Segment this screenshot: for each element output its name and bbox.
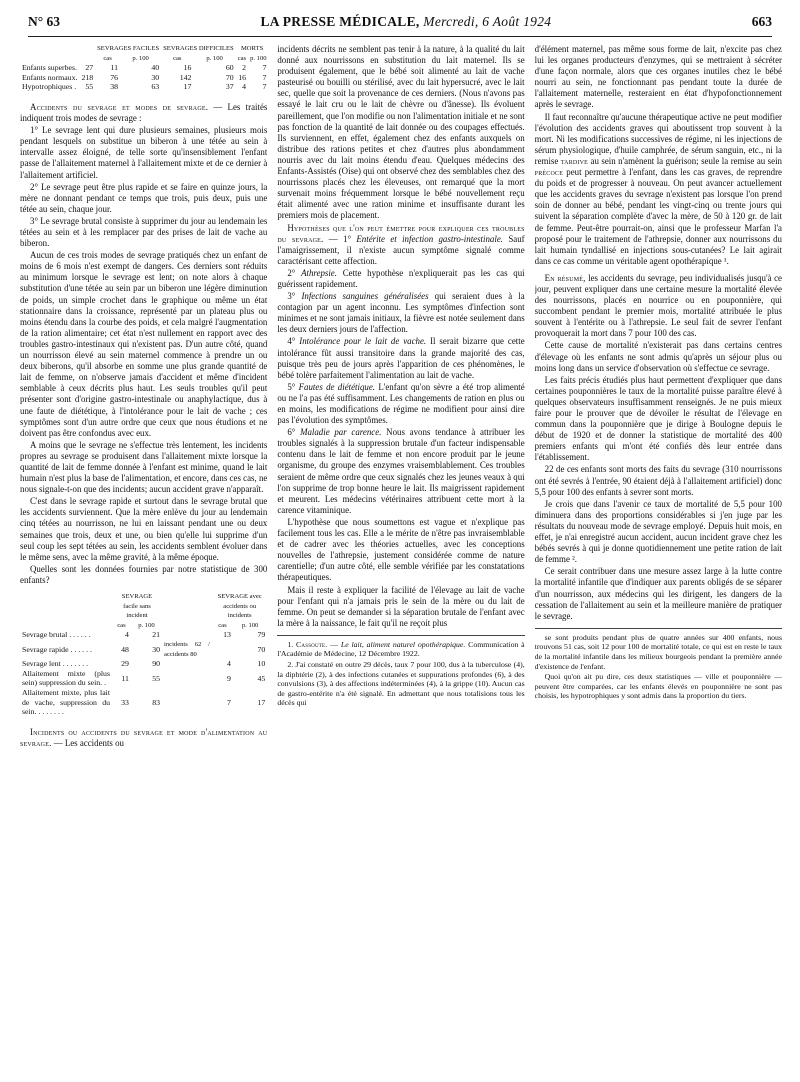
paragraph: incidents décrits ne semblent pas tenir à la nature, à la qualité du lait donné aux nourrissons en substitution du lait maternel. Ils se produisent également, que le bébé soit alimenté au lait de vache pasteurisé ou bouilli ou stérilisé, avec du lait hypersucré, avec le lait sec, quelle que soit la provenance de ces derniers. (Nous n'avons pas essayé le lait cru ou le lait de chèvre ou d'ânesse). Ils évoluent pareillement, que l'on modifie ou non l'alimentation initiale et ne sont pas fonction de la quantité de lait donnée ou des coupages effectués. Ils surviennent, en effet, également chez des enfants auxquels on distribue des rations petites et chez d'autres plus abondamment nourris avec du lait moins étendu d'eau. Quelques médecins des Enfants-Assistés (Oise) qui ont observé chez des semblables chez des nourrissons placés chez les éleveuses, ont remarqué que la mort survenait moins fréquemment lorsque le bébé nouvellement reçu était alimenté avec une ration minime et insuffisante durant les premiers mois de placement. [277, 44, 525, 221]
section-heading: Accidents du sevrage et modes de sevrage. [30, 101, 209, 112]
paragraph: En résumé, les accidents du sevrage, peu individualisés jusqu'à ce jour, peuvent expliquer dans une certaine mesure la mortalité élevée des nourrissons, placés en nourrice ou en pouponnière, qui succombent pendant le premier mois, mortalité attribuée le plus souvent à l'entérite ou à l'athrepsie. Le seul fait de sevrer l'enfant provoquerait la mort dans 7 pour 100 des cas. [534, 272, 782, 339]
paragraph: 5° Fautes de diététique. L'enfant qu'on sèvre a été trop alimenté ou ne l'a pas été suffisamment. Les changements de ration en plus ou en moins, les modifications de régime ne modifient pour ainsi dire pas l'évolution des symptômes. [277, 381, 525, 426]
paragraph: 3° Infections sanguines généralisées qui seraient dues à la contagion par un agent inconnu. Les symptômes d'infection sont minimes et ne sont jamais initiaux, la fièvre est notée seulement dans les deux derniers jours de l'affection. [277, 291, 525, 335]
paragraph: 4° Intolérance pour le lait de vache. Il serait bizarre que cette intolérance fût aussi transitoire dans la grande majorité des cas, puisque très peu de jours après l'apparition de ces phénomènes, le bébé tolère parfaitement l'alimentation au lait de vache. [277, 336, 525, 380]
paragraph: Hypothèses que l'on peut émettre pour expliquer ces troubles du sevrage. — 1° Entérite et infection gastro-intestinale. Sauf l'amaigrissement, il n'existe aucun symptôme signalé comme caractérisant cette affection. [277, 222, 525, 266]
paragraph: Il faut reconnaître qu'aucune thérapeutique active ne peut modifier l'évolution des accidents graves qui aboutissent trop souvent à la mort. Ni les modifications successives de régime, ni les injections de sérum physiologique, d'huile camphrée, de sérum sanguin, etc., ni la remise tardive au sein n'amènent la guérison; seule la remise au sein précoce peut permettre à l'enfant, dans les cas graves, de reprendre du poids et de progresser à nouveau. On peut avancer actuellement que les accidents graves du sevrage n'existent pas lorsque l'on prend soin de donner au bébé, pendant les vingt-cinq ou trente jours qui suivent la séparation complète d'avec la mère, de 50 à 120 gr. de lait de femme. Peut-être pourrait-on, ainsi que le professeur Marfan l'a proposé pour le traitement de l'athrepsie, donner aux nourrissons du lait humain tyndallisé en injections sous-cutanées? Le lait agirait dans ce cas comme un véritable agent opothérapique ¹. [534, 111, 782, 266]
paragraph: A moins que le sevrage ne s'effectue très lentement, les incidents propres au sevrage se produisent dans l'allaitement mixte lorsque la quantité de lait de femme donnée à l'enfant est minime, quand le lait humain n'est plus la base de l'alimentation, et encore, dans ces cas, ne nous signale-t-on que des incidents; aucun accident grave n'apparaît. [20, 439, 268, 495]
footnote-divider [535, 628, 782, 629]
table-group-header: MORTS [240, 45, 264, 52]
paragraph: Quelles sont les données fournies par notre statistique de 300 enfants? [20, 563, 268, 585]
footnote: 2. J'ai constaté en outre 29 décès, taux 7 pour 100, dus à la tuberculose (4), la diphtérie (2), à des infections cutanées et suppurations profondes (6), à des convulsions (3), à des affections indéterminées (4), à la grippe (10). Aucun cas de gastro-entérite n'a été signalé. En admettant que nous totalisions tous les décès qui [277, 660, 525, 708]
paragraph: Incidents ou accidents du sevrage et mode d'alimentation au sevrage. — Les accidents ou [20, 726, 268, 748]
table-row: Sevrage rapide . . . . . . 48 30 incidents 62 / accidents 80 70 [22, 640, 266, 658]
paragraph: 2° Athrepsie. Cette hypothèse n'expliquerait pas les cas qui guérissent rapidement. [277, 267, 525, 289]
paragraph: Cette cause de mortalité n'existerait pas dans certains centres d'élevage où les enfants ne sont admis qu'après un séjour plus ou moins long dans un service d'observation où s'effectue ce sevrage. [534, 340, 782, 373]
article-columns [20, 44, 782, 1052]
footnote: se sont produits pendant plus de quatre années sur 400 enfants, nous trouvons 51 cas, soit 12 pour 100 de mortalité totale, ce qui est en reste le taux de la mortalité infantile dans les milieux bourgeois pendant la première année d'existence de l'enfant. [534, 632, 782, 671]
paragraph: 2° Le sevrage peut être plus rapide et se faire en quinze jours, la mère ne donnant pendant ce temps que trois, puis deux, puis une tétée au sein, chaque jour. [20, 181, 268, 214]
paragraph: Je crois que dans l'avenir ce taux de mortalité de 5,5 pour 100 diminuera dans des proportions considérables si j'en juge par les résultats du nouveau mode de sevrage employé. Depuis huit mois, en effet, je n'ai enregistré aucun accident, aucun incident grave chez les bébés sevrés à qui je donne quotidiennement une petite ration de lait de femme ². [534, 498, 782, 565]
journal-title: LA PRESSE MÉDICALE, Mercredi, 6 Août 1924 [260, 14, 552, 29]
page-number: 663 [751, 14, 772, 29]
table-row: Enfants normaux. 218 76 30 142 70 16 7 [22, 72, 267, 82]
paragraph: 6° Maladie par carence. Nous avons tendance à attribuer les troubles signalés à la suppression brutale d'un facteur indispensable contenu dans le lait de femme et non encore produit par le jeune organisme, du groupe des enzymes vraisemblablement. Ces troubles seraient de même ordre que ceux signalés chez les jeunes veaux à qui l'on supprime de trop bonne heure le lait. Ils maigrissent rapidement et meurent. Les médecins vétérinaires attribuent cette mort à la carence vitaminique. [277, 427, 525, 515]
paragraph: Mais il reste à expliquer la facilité de l'élevage au lait de vache pour l'enfant qui n'a jamais pris le sein de la mère ou du lait de femme. On peut se demander si la séparation brutale de l'enfant avec la mère à la naissance, le fait qu'il ne reçoit plus [277, 584, 525, 628]
paragraph: L'hypothèse que nous soumettons est vague et n'explique pas facilement tous les cas. Elle a le mérite de n'être pas invraisemblable et de cadrer avec les théories actuelles, avec les conceptions nouvelles de l'athrepsie, justement considérée comme de nature carentielle; d'un autre côté, elle semble vérifiée par les constatations thérapeutiques. [277, 516, 525, 583]
table-row: Enfants superbes. 27 11 40 16 60 2 7 [22, 63, 267, 73]
paragraph: Accidents du sevrage et modes de sevrage. — Les traités indiquent trois modes de sevrage : [20, 101, 268, 124]
table-group-header: SEVRAGES FACILES [97, 45, 160, 52]
paragraph: 1° Le sevrage lent qui dure plusieurs semaines, plusieurs mois pendant lesquels on substitue un biberon à une tétée au sein à intervalle assez éloigné, de telle sorte qu'insensiblement l'enfant passe de l'allaitement maternel à l'allaitement mixte et de ce dernier à l'allaitement artificiel. [20, 125, 268, 180]
paragraph: 3° Le sevrage brutal consiste à supprimer du jour au lendemain les tétées au sein et à les remplacer par des prises de lait de vache au biberon. [20, 215, 268, 249]
weaning-table: SEVRAGE facile sans incident SEVRAGE avec accidents ou incidents cas p. 100 cas p. 100 Sevrage brutal . . . . . . 4 21 13 79 Sevrage rapide . . . . . . 48 30 incidents 62 / accidents 80 70 Sevrage lent . . . . . . . 29 90 4 10 Allaitement mixte (plus sein) suppression du sein. . 11 55 9 45 Allaitement mixte, plus lait de vache, suppression du sein. . . . . . . . 33 83 7 17 [22, 593, 266, 717]
footnote-divider [277, 635, 524, 636]
table-row: Allaitement mixte (plus sein) suppression du sein. . 11 55 9 45 [22, 668, 266, 688]
table-row: Hypotrophiques . 55 38 63 17 37 4 7 [22, 82, 267, 92]
paragraph: d'élément maternel, pas même sous forme de lait, n'excite pas chez lui les organes producteurs d'enzymes, qui se mettraient à sécréter d'une façon normale, alors que ces organes inutiles chez le bébé nourri au sein, ne fonctionnant pas pendant toute la durée de l'allaitement maternelle, resteraient en état d'hypofonctionnement après le sevrage. [534, 44, 782, 110]
table-group-header: SEVRAGES DIFFICILES [163, 45, 234, 52]
paragraph: Aucun de ces trois modes de sevrage pratiqués chez un enfant de moins de 6 mois n'est exempt de dangers. Ces derniers sont réduits au minimum lorsque le sevrage est lent; on note alors à chaque substitution d'une tétée au sein par un biberon une légère diminution de poids, un simple crochet dans le graphique ou même un état stationnaire dans la croissance, représenté par un plateau plus ou moins étendu dans la courbe des poids, et cela malgré l'augmentation de la ration alimentaire; cet état n'est nullement en rapport avec des troubles gastro-intestinaux qui n'existent pas. D'un autre côté, quand un nourrisson élevé au sein maternel commence à prendre un ou deux biberons, qu'il absorbe en somme une plus grande quantité de lait de femme, on n'observe jamais d'accident et même d'incident semblable à ceux décrits plus haut. Les seuls troubles qu'il peut présenter sont d'origine gastro-intestinale ou anaphylactique, dus à une faute de diététique, à l'intolérance pour le lait de vache ; ces symptômes sont d'un autre ordre que ceux que nous étudions et ne doivent pas être confondus avec eux. [20, 250, 268, 438]
footnote: Quoi qu'on ait pu dire, ces deux statistiques — ville et pouponnière — peuvent être comparées, car les enfants élevés en pouponnière ne sont pas choisis, les hypotrophiques y sont admis dans la proportion du tiers. [534, 672, 782, 701]
footnote: 1. Cassoute. — Le lait, aliment naturel opothérapique. Communication à l'Académie de Médecine, 12 Décembre 1922. [277, 639, 525, 659]
paragraph: 22 de ces enfants sont morts des faits du sevrage (310 nourrissons ont été sevrés à l'entrée, 90 étaient déjà à l'allaitement artificiel) donc 5,5 pour 100 des enfants à sevrer sont morts. [534, 464, 782, 497]
issue-number: N° 63 [28, 14, 61, 29]
table-row: Sevrage lent . . . . . . . 29 90 4 10 [22, 659, 266, 669]
paragraph: Les faits précis étudiés plus haut permettent d'expliquer que dans certaines pouponnières le taux de la mortalité puisse paraître élevé à quelques observateurs insuffisamment renseignés. Je ne puis mieux faire pour le prouver que de dévoiler le résultat de l'élevage en commun dans la pouponnière que je dirige à Boulogne depuis le début de 1920 et de donner la statistique de mortalité des 400 premiers enfants qui m'ont été confiés dès leur entrée dans l'établissement. [534, 374, 782, 463]
table-group-header: SEVRAGE facile sans incident [121, 593, 153, 620]
issue-date: Mercredi, 6 Août 1924 [423, 14, 552, 29]
column-2 [277, 44, 524, 1052]
paragraph: Ce serait contribuer dans une mesure assez large à la lutte contre la mortalité infantile que d'indiquer aux parents obligés de se séparer d'un nourrisson, aux médecins qui les dirigent, les dangers de la cessation de l'allaitement au sein et la meilleure manière de pratiquer le sevrage. [534, 566, 782, 621]
table-row: Allaitement mixte, plus lait de vache, suppression du sein. . . . . . . . 33 83 7 17 [22, 687, 266, 717]
page-header [28, 14, 772, 37]
section-heading: En résumé, [544, 272, 586, 283]
footnotes [277, 640, 524, 708]
outcome-table: SEVRAGES FACILES SEVRAGES DIFFICILES MORTS cas p. 100 cas p. 100 cas p. 100 Enfants superbes. 27 11 40 16 60 2 7 Enfants normaux. 218 76 30 142 70 16 7 Hypotrophiques . 55 38 63 17 37 4 7 [22, 45, 267, 92]
section-heading: Hypothèses que l'on peut émettre pour expliquer ces troubles du sevrage. [277, 222, 525, 244]
column-1 [20, 44, 267, 1052]
footnotes [535, 633, 782, 701]
column-3 [535, 44, 782, 1052]
table-row: Sevrage brutal . . . . . . 4 21 13 79 [22, 630, 266, 640]
table-group-header: SEVRAGE avec accidents ou incidents [217, 593, 262, 620]
section-heading: Incidents ou accidents du sevrage et mode d'alimentation au sevrage. [20, 726, 268, 748]
paragraph: C'est dans le sevrage rapide et surtout dans le sevrage brutal que les accidents surviennent. Que la mère enlève du jour au lendemain cinq tétées au nourrisson, ne lui en laissant pendant une ou deux semaines que trois, deux et une, ou bien qu'elle lui supprime d'un seul coup les sept tétées au sein, les accidents semblent évoluer dans le même sens, avec la même gravité, à la même époque. [20, 496, 268, 562]
